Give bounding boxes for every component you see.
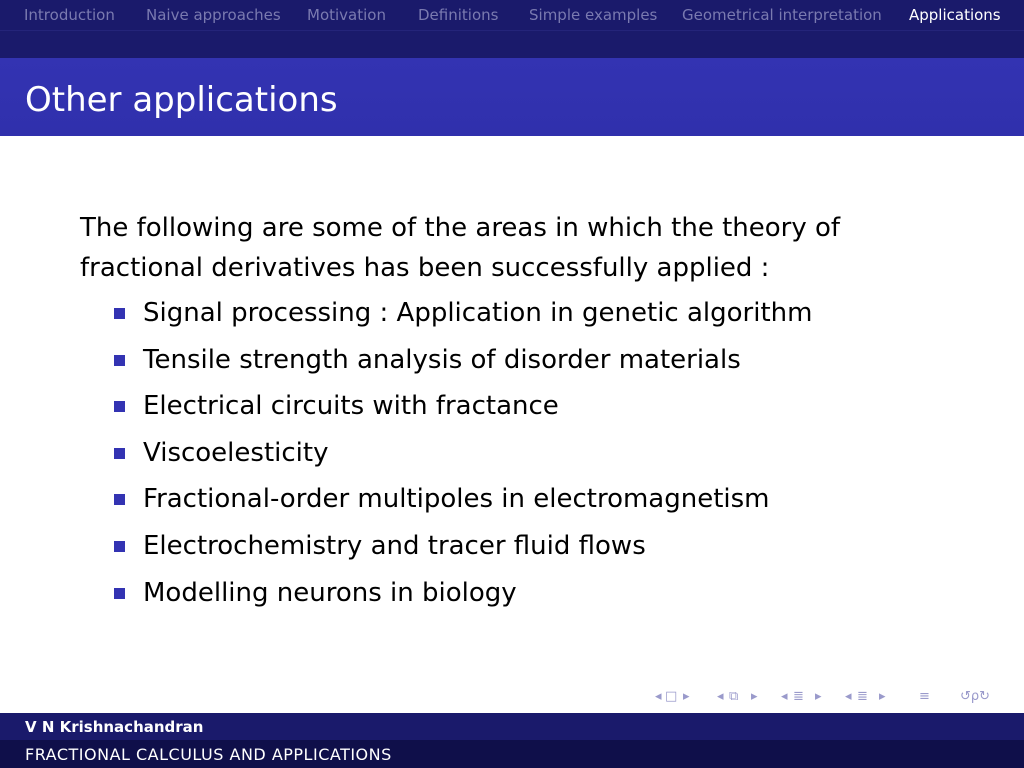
nav-item-simple-examples[interactable]: Simple examples bbox=[529, 6, 658, 24]
presentation-icon[interactable]: ≣ bbox=[857, 689, 868, 704]
list-item bbox=[80, 383, 960, 430]
slide-title: Other applications bbox=[25, 80, 338, 120]
nav-item-introduction[interactable]: Introduction bbox=[24, 6, 115, 24]
list-item-text: Electrochemistry and tracer fluid flows bbox=[143, 530, 646, 561]
appendix-icon[interactable]: ≡ bbox=[919, 689, 930, 704]
list-item bbox=[80, 523, 960, 570]
section-next-icon[interactable]: ▸ bbox=[815, 689, 822, 704]
frame-icon[interactable]: □ bbox=[665, 689, 678, 704]
bullet-square-icon bbox=[114, 588, 125, 599]
nav-item-motivation[interactable]: Motivation bbox=[307, 6, 386, 24]
author-name: V N Krishnachandran bbox=[25, 718, 204, 736]
list-item bbox=[80, 570, 960, 617]
bullet-square-icon bbox=[114, 308, 125, 319]
list-item-text: Modelling neurons in biology bbox=[143, 577, 517, 608]
applications-list bbox=[80, 290, 960, 616]
bullet-square-icon bbox=[114, 355, 125, 366]
bullet-square-icon bbox=[114, 541, 125, 552]
bullet-square-icon bbox=[114, 494, 125, 505]
section-navigation-bar bbox=[0, 0, 1024, 58]
intro-text: The following are some of the areas in which the theory of fractional derivatives has been successfully applied : bbox=[80, 213, 841, 283]
nav-divider bbox=[0, 30, 1024, 31]
section-prev-icon[interactable]: ◂ bbox=[781, 689, 788, 704]
nav-item-geometrical-interpretation[interactable]: Geometrical interpretation bbox=[682, 6, 882, 24]
slide-title-bar bbox=[0, 58, 1024, 136]
footer-author-bar bbox=[0, 713, 1024, 740]
list-item bbox=[80, 290, 960, 337]
nav-item-applications[interactable]: Applications bbox=[909, 6, 1001, 24]
slide-content bbox=[80, 208, 960, 616]
list-item-text: Signal processing : Application in genetic algorithm bbox=[143, 298, 813, 328]
list-item-text: Electrical circuits with fractance bbox=[143, 391, 559, 422]
nav-item-naive-approaches[interactable]: Naive approaches bbox=[146, 6, 281, 24]
subsection-next-icon[interactable]: ▸ bbox=[751, 689, 758, 704]
presentation-title: FRACTIONAL CALCULUS AND APPLICATIONS bbox=[25, 745, 392, 764]
list-item bbox=[80, 476, 960, 523]
subsection-icon[interactable]: ⧉ bbox=[729, 689, 739, 704]
frame-next-icon[interactable]: ▸ bbox=[683, 689, 690, 704]
section-tabs bbox=[0, 0, 1024, 30]
beamer-navigation-symbols bbox=[655, 689, 1020, 707]
search-icon[interactable]: ↺ρ↻ bbox=[960, 689, 991, 704]
list-item-text: Viscoelesticity bbox=[143, 437, 329, 468]
subsection-prev-icon[interactable]: ◂ bbox=[717, 689, 724, 704]
presentation-prev-icon[interactable]: ◂ bbox=[845, 689, 852, 704]
footer-title-bar bbox=[0, 740, 1024, 768]
bullet-square-icon bbox=[114, 401, 125, 412]
section-icon[interactable]: ≣ bbox=[793, 689, 804, 704]
bullet-square-icon bbox=[114, 448, 125, 459]
list-item bbox=[80, 430, 960, 477]
list-item-text: Fractional-order multipoles in electromagnetism bbox=[143, 484, 770, 515]
list-item bbox=[80, 337, 960, 384]
nav-item-definitions[interactable]: Definitions bbox=[418, 6, 499, 24]
presentation-next-icon[interactable]: ▸ bbox=[879, 689, 886, 704]
list-item-text: Tensile strength analysis of disorder materials bbox=[143, 344, 741, 375]
frame-prev-icon[interactable]: ◂ bbox=[655, 689, 662, 704]
